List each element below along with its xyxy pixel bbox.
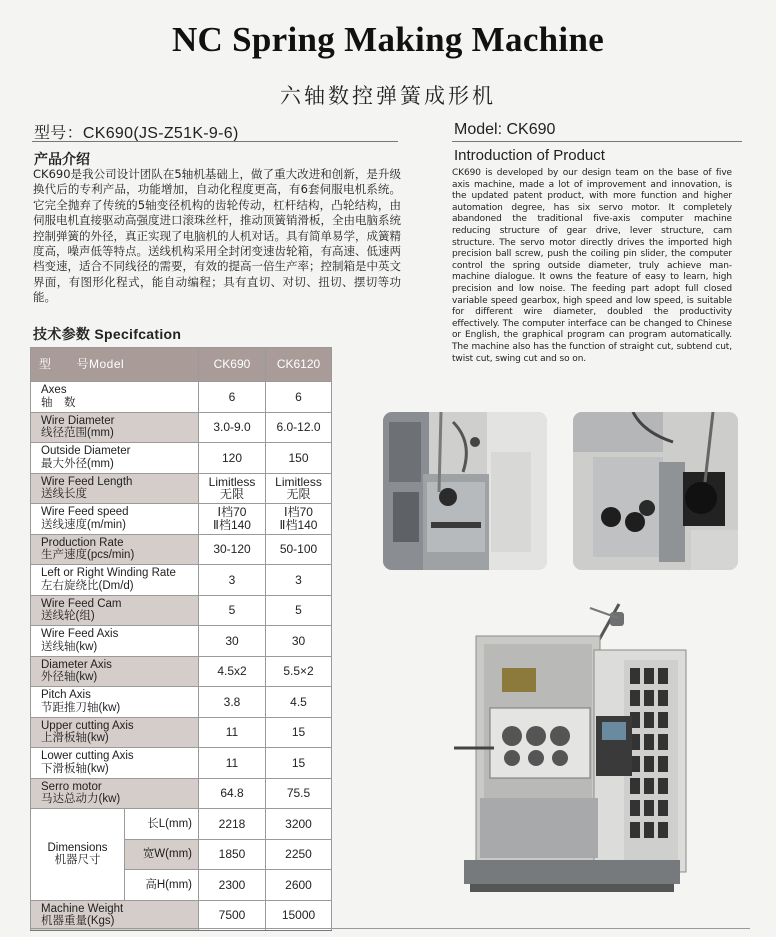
table-row [31,687,332,718]
row-value-ck6120: 6 [266,382,332,413]
row-value-ck6120: 3 [266,565,332,596]
model-number-cn: 型号：CK690(JS-Z51K-9-6) [34,125,239,142]
row-label: Wire Diameter 线径范围(mm) [31,412,199,443]
row-value-ck6120: 15000 [266,900,332,931]
intro-text-cn: CK690是我公司设计团队在5轴机基础上，做了重大改进和创新，是升级换代后的专利产品，功能增加，自动化程度更高，有6套伺服电机系统。它完全抛弃了传统的5轴变径机构的齿轮传动，杠杆结构，凸轮结构，由伺服电机直接驱动高强度进口滚珠丝杆，推动顶簧销滑板，全由电脑系统控制弹簧的外径，真正实现了电脑机的人机对话。具有简单易学，成簧精度高，噪声低等特点。送线机构采用全封闭变速齿轮箱，有高速、低速两档变速，适合不同线径的需要，有效的提高一倍生产率；控制箱是中英文界面，有图形化程式，能自动编程；具有直切、对切、扭切、摆切等功能。 [33,167,401,305]
table-row [31,473,332,504]
row-value-ck690: 1850 [199,839,266,870]
row-value-ck690: 3.0-9.0 [199,412,266,443]
row-value-ck6120: 15 [266,717,332,748]
table-row [31,778,332,809]
row-value-ck690: Ⅰ档70 Ⅱ档140 [199,504,266,535]
dimensions-label: Dimensions 机器尺寸 [31,809,125,901]
spec-header-model: 型 号Model [31,348,199,382]
row-label: Axes 轴 数 [31,382,199,413]
intro-heading-en: Introduction of Product [454,147,605,164]
table-row [31,565,332,596]
row-label: Outside Diameter 最大外径(mm) [31,443,199,474]
row-value-ck6120: Limitless 无限 [266,473,332,504]
row-label: Machine Weight 机器重量(Kgs) [31,900,199,931]
row-value-ck690: 3 [199,565,266,596]
row-value-ck690: 11 [199,717,266,748]
row-label: Wire Feed speed 送线速度(m/min) [31,504,199,535]
row-value-ck690: 6 [199,382,266,413]
feed-mechanism-photo [383,412,547,570]
machine-illustration [454,598,704,898]
spec-table [30,347,332,931]
table-row [31,443,332,474]
table-row [31,809,332,840]
cutting-section-photo [573,412,738,570]
row-value-ck690: 11 [199,748,266,779]
row-label: Serro motor 马达总动力(kw) [31,778,199,809]
lamp-icon [610,612,624,626]
row-value-ck690: 30 [199,626,266,657]
table-row [31,534,332,565]
row-value-ck690: Limitless 无限 [199,473,266,504]
row-label: Lower cutting Axis 下滑板轴(kw) [31,748,199,779]
row-value-ck6120: 30 [266,626,332,657]
row-label: Upper cutting Axis 上滑板轴(kw) [31,717,199,748]
row-value-ck6120: 75.5 [266,778,332,809]
row-value-ck6120: 3200 [266,809,332,840]
row-label: Pitch Axis 节距推刀轴(kw) [31,687,199,718]
table-row [31,656,332,687]
row-value-ck690: 3.8 [199,687,266,718]
dimension-height-label: 高H(mm) [125,870,199,901]
table-row [31,382,332,413]
dimension-width-label: 宽W(mm) [125,839,199,870]
intro-heading-cn: 产品介绍 [34,151,90,167]
row-label: Production Rate 生产速度(pcs/min) [31,534,199,565]
row-value-ck6120: 150 [266,443,332,474]
divider-left [32,141,398,142]
table-row [31,504,332,535]
row-value-ck690: 30-120 [199,534,266,565]
table-row [31,626,332,657]
row-label: Wire Feed Axis 送线轴(kw) [31,626,199,657]
row-value-ck6120: 5 [266,595,332,626]
divider-right [452,141,742,142]
row-value-ck690: 7500 [199,900,266,931]
row-label: Wire Feed Cam 送线轮(组) [31,595,199,626]
page-title-en: NC Spring Making Machine [171,20,605,59]
spec-header-ck690: CK690 [199,348,266,382]
row-value-ck6120: 5.5×2 [266,656,332,687]
row-value-ck6120: 2250 [266,839,332,870]
table-row [31,595,332,626]
row-value-ck6120: 6.0-12.0 [266,412,332,443]
row-label: Diameter Axis 外径轴(kw) [31,656,199,687]
row-value-ck690: 5 [199,595,266,626]
row-label: Wire Feed Length 送线长度 [31,473,199,504]
table-row [31,748,332,779]
intro-text-en: CK690 is developed by our design team on the base of five axis machine, made a lot of improvement and innovation, is the updated patent product, with more function and higher automation degree, has six servo motor. It completely abandoned the traditional five-axis computer machine reducing structure of gear drive, lever structure, cam structure. The servo motor directly drives the imported high precision ball screw, push the coiling pin slider, the computer control the spring outside diameter, truly achieve man-machine dialogue. It owns the feature of easy to learn, high precision and low noise. The feeding part adopt full closed variable speed gearbox, high speed and low speed, is suitable for different wire diameter, doubled the productivity effectively. The computer interface can be changed to Chinese or English, the graphical program can program automatically. The machine also has the function of straight cut, subtend cut, twist cut, swing cut and so on. [452,168,732,364]
model-number-en: Model: CK690 [454,121,556,138]
table-row [31,900,332,931]
row-value-ck6120: 15 [266,748,332,779]
row-label: Left or Right Winding Rate 左右旋绕比(Dm/d) [31,565,199,596]
row-value-ck690: 2300 [199,870,266,901]
row-value-ck6120: 4.5 [266,687,332,718]
machine-base [464,860,680,884]
table-row [31,412,332,443]
page-title-cn: 六轴数控弹簧成形机 [280,84,496,108]
row-value-ck6120: 2600 [266,870,332,901]
brand-plate [502,668,536,692]
row-value-ck690: 120 [199,443,266,474]
spec-heading: 技术参数 Specifcation [33,326,182,342]
row-value-ck690: 4.5x2 [199,656,266,687]
table-row [31,717,332,748]
bottom-divider [30,928,750,929]
row-value-ck6120: Ⅰ档70 Ⅱ档140 [266,504,332,535]
row-value-ck6120: 50-100 [266,534,332,565]
cutting-section-illustration [573,412,738,570]
feed-mechanism-illustration [383,412,547,570]
spec-header-ck6120: CK6120 [266,348,332,382]
row-value-ck690: 2218 [199,809,266,840]
dimension-length-label: 长L(mm) [125,809,199,840]
row-value-ck690: 64.8 [199,778,266,809]
